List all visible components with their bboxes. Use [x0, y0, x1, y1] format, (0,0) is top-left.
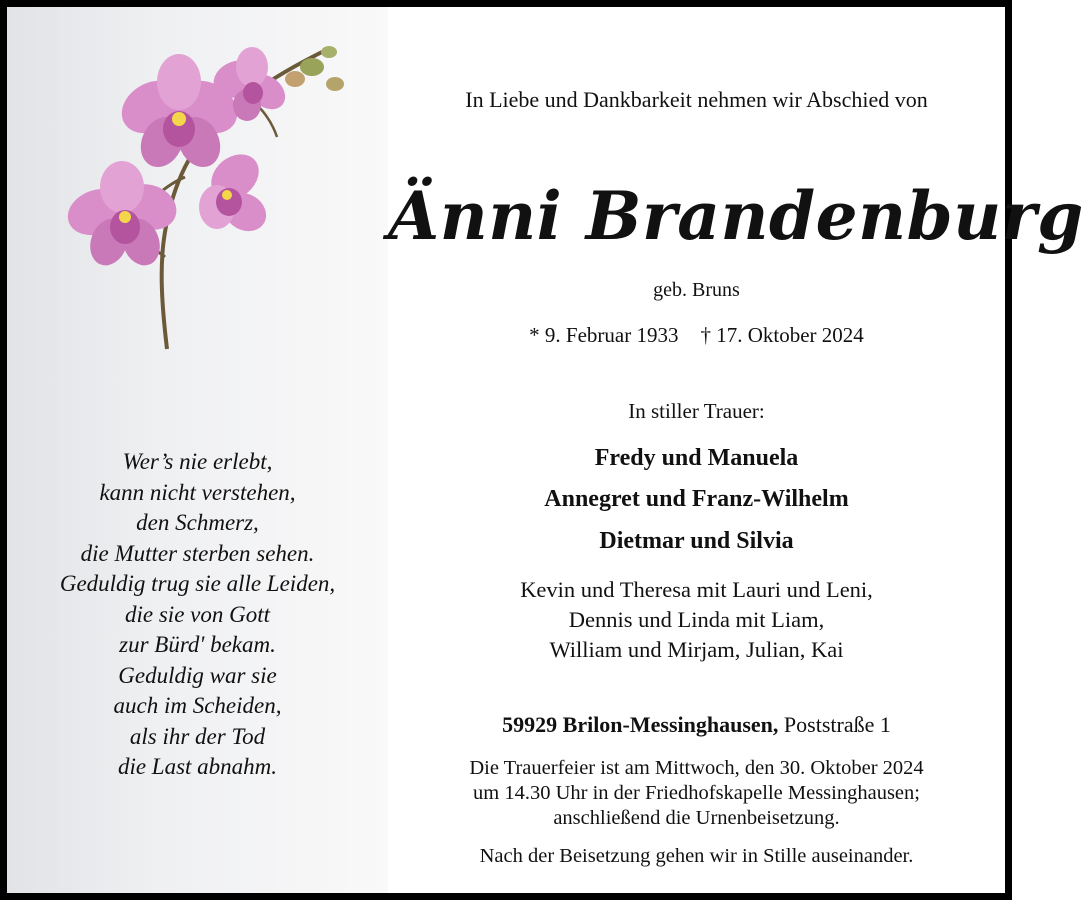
left-panel [7, 7, 388, 893]
death-date: † 17. Oktober 2024 [700, 323, 864, 347]
poem-line: Wer’s nie erlebt, [122, 449, 273, 474]
family-line: Dietmar und Silvia [599, 528, 794, 554]
poem-line: die sie von Gott [125, 601, 270, 627]
deceased-name: Änni Brandenburg [388, 177, 1084, 255]
poem-line: auch im Scheiden, [113, 693, 282, 718]
poem [7, 447, 388, 783]
poem-line: die Mutter sterben sehen. [80, 540, 315, 566]
family-line: Fredy und Manuela [594, 445, 799, 471]
service-line: um 14.30 Uhr in der Friedhofskapelle Messinghausen; [473, 782, 920, 804]
birth-date: * 9. Februar 1933 [529, 323, 679, 347]
family-line: Annegret und Franz-Wilhelm [544, 486, 849, 512]
poem-line: zur Bürd' bekam. [119, 632, 276, 657]
poem-line: den Schmerz, [136, 510, 259, 535]
mourning-heading: In stiller Trauer: [628, 399, 765, 423]
service-line: Die Trauerfeier ist am Mittwoch, den 30. Oktober 2024 [469, 757, 924, 779]
intro-text: In Liebe und Dankbarkeit nehmen wir Abschied von [465, 87, 928, 112]
maiden-name: geb. Bruns [653, 279, 740, 301]
poem-line: Geduldig trug sie alle Leiden, [59, 571, 336, 596]
closing-text: Nach der Beisetzung gehen wir in Stille auseinander. [479, 845, 914, 867]
address [388, 712, 1005, 738]
orchid-image [67, 37, 357, 357]
grandchildren-line: William und Mirjam, Julian, Kai [549, 637, 844, 662]
poem-line: die Last abnahm. [117, 754, 278, 779]
grandchildren-line: Dennis und Linda mit Liam, [568, 607, 825, 632]
life-dates [388, 323, 1005, 348]
poem-line: als ihr der Tod [129, 723, 266, 749]
grandchildren-line: Kevin und Theresa mit Lauri und Leni, [520, 577, 873, 602]
service-line: anschließend die Urnenbeisetzung. [553, 807, 840, 829]
address-street: Poststraße 1 [783, 712, 891, 737]
address-city: 59929 Brilon-Messinghausen, [502, 712, 779, 737]
right-panel [388, 7, 1084, 893]
poem-line: Geduldig war sie [118, 662, 277, 688]
poem-line: kann nicht verstehen, [99, 479, 296, 505]
grandchildren [388, 575, 1005, 665]
service-info [388, 756, 1005, 831]
